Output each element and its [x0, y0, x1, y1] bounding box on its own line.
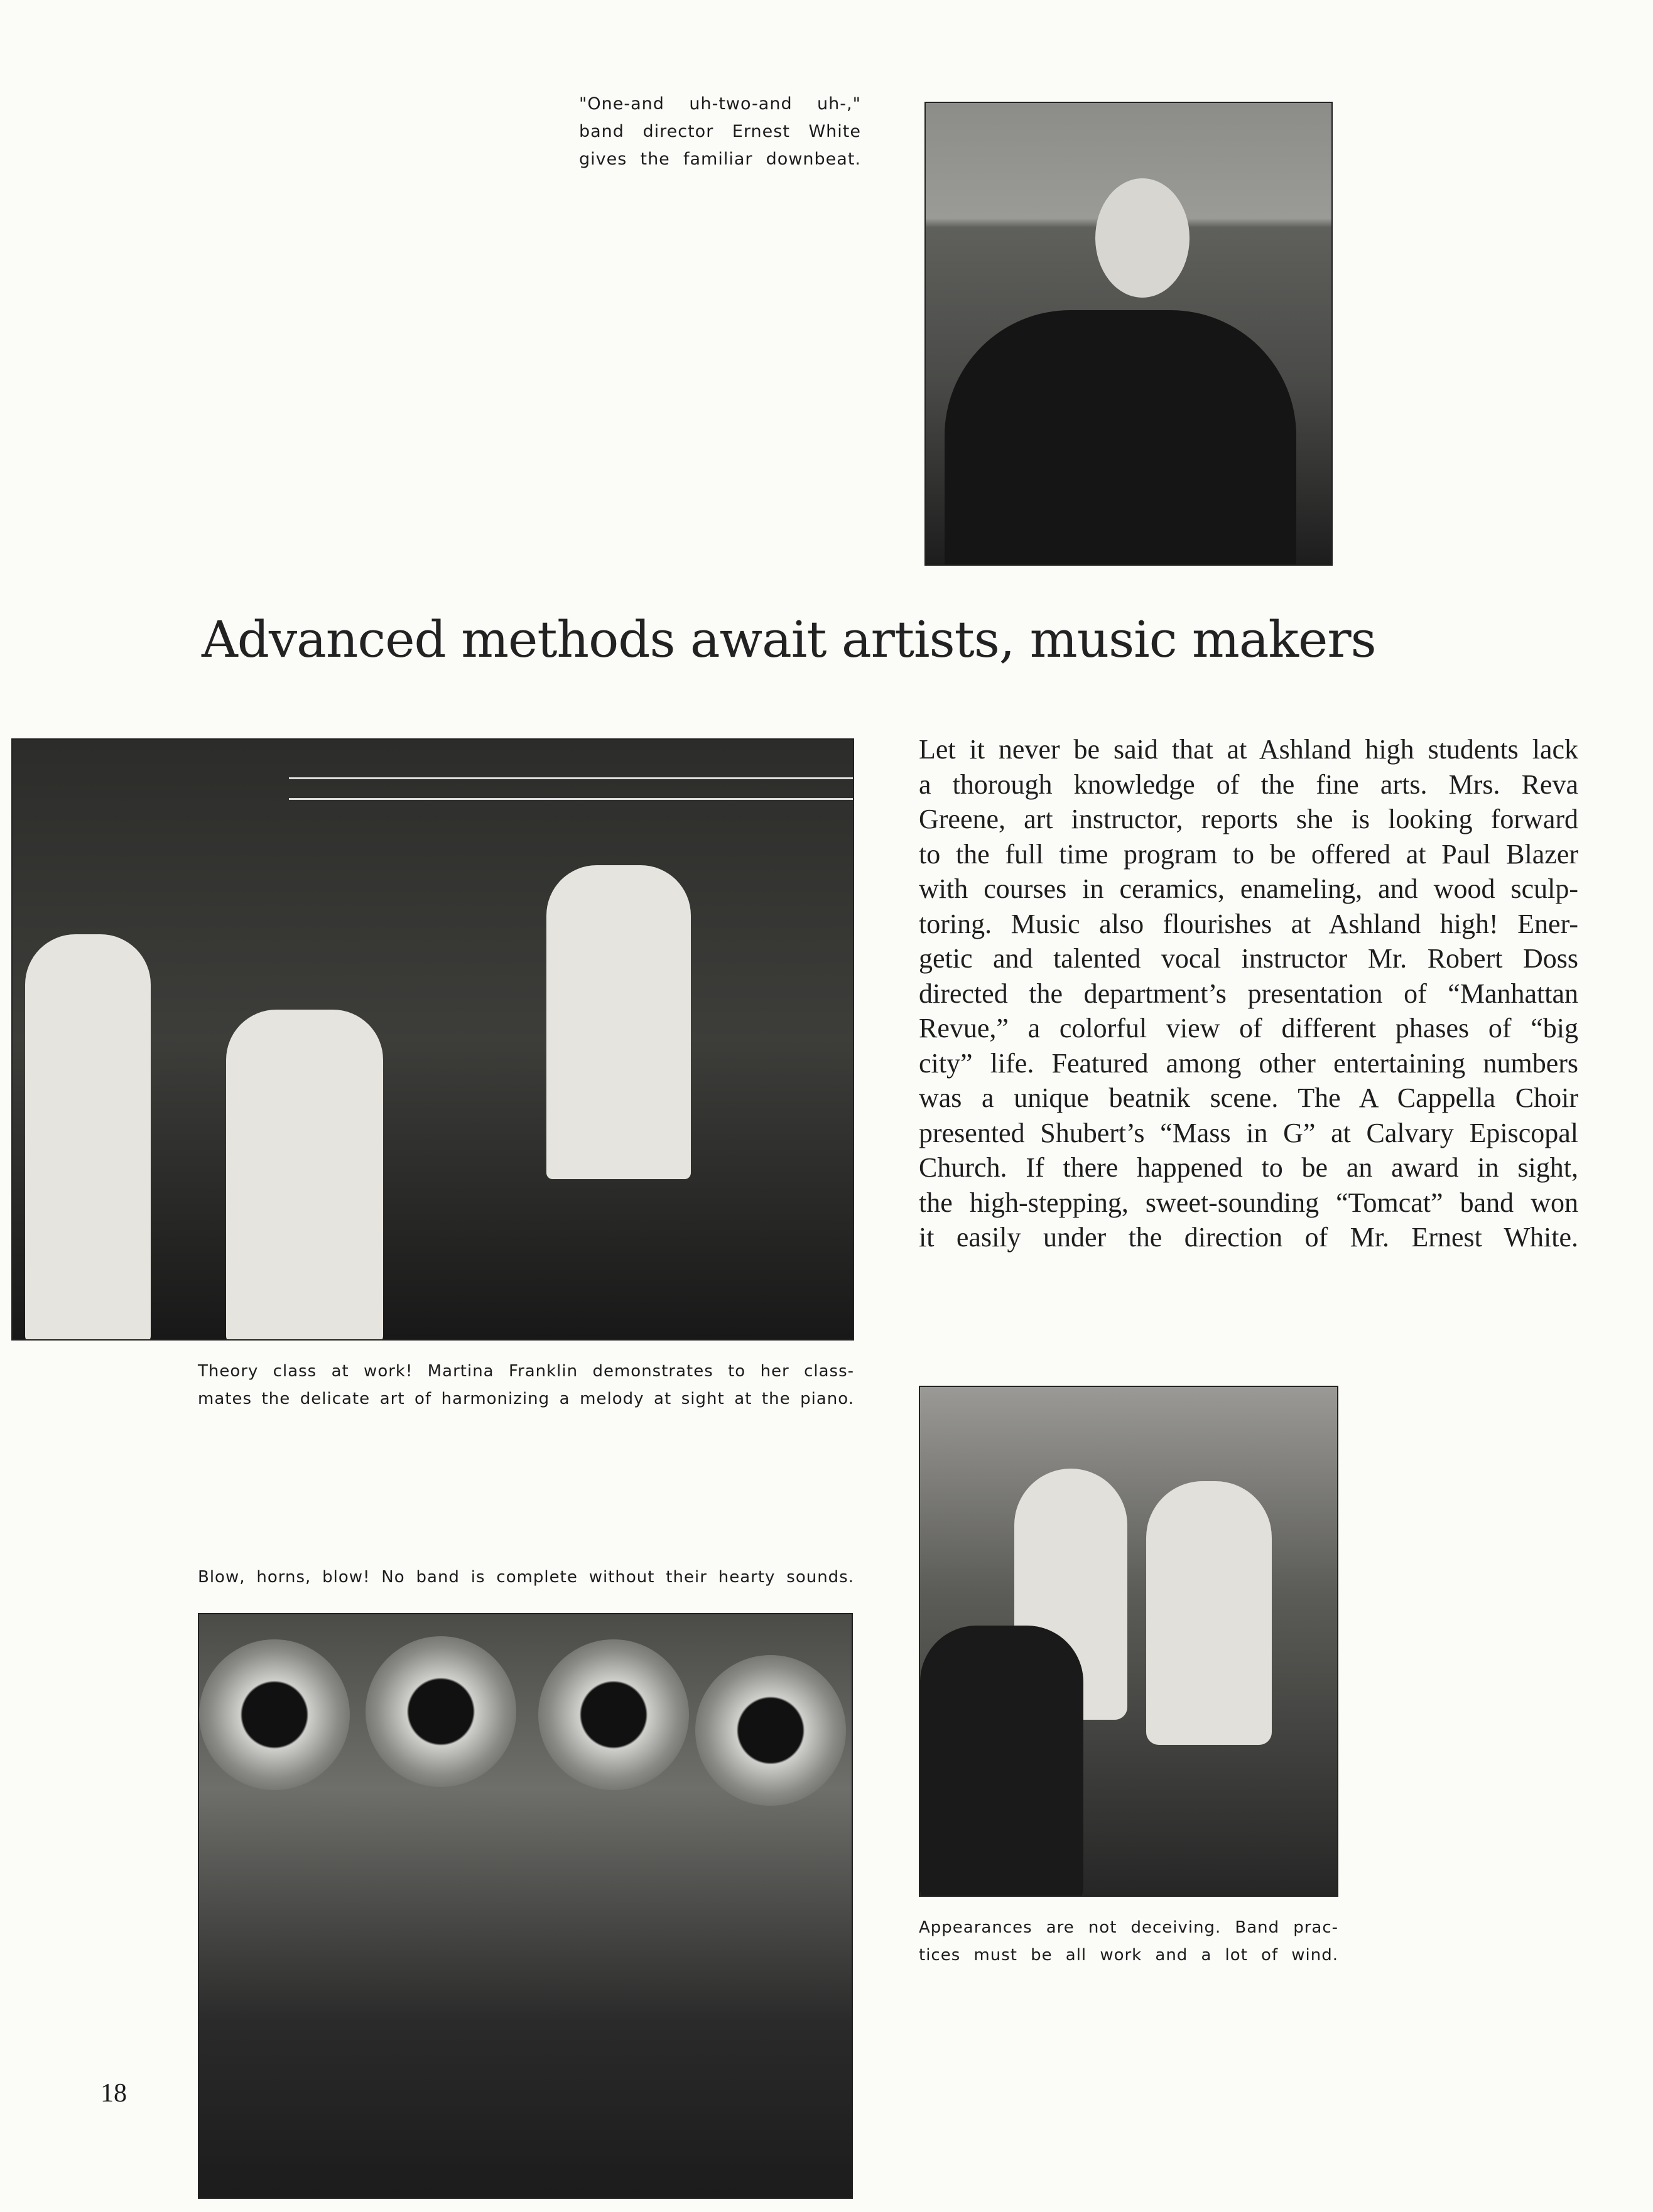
body-line: to the full time program to be offered at Paul Blazer — [919, 838, 1578, 870]
page-number: 18 — [100, 2079, 127, 2108]
caption-horns — [198, 1563, 854, 1591]
body-line: was a unique beatnik scene. The A Cappella Choir — [919, 1082, 1578, 1113]
body-line: Church. If there happened to be an award in sight, — [919, 1152, 1578, 1183]
photo-figure — [25, 934, 151, 1341]
photo-figure — [226, 1010, 383, 1341]
body-line: city” life. Featured among other entertaining numbers — [919, 1047, 1578, 1079]
body-line: Greene, art instructor, reports she is looking forward — [919, 804, 1578, 834]
photo-detail — [199, 1639, 350, 1790]
body-line: toring. Music also flourishes at Ashland high! Ener- — [919, 908, 1578, 939]
photo-detail — [366, 1636, 516, 1787]
body-line: presented Shubert’s “Mass in G” at Calvary Episcopal — [919, 1117, 1578, 1148]
body-line: directed the department’s presentation of “Manhattan — [919, 978, 1578, 1009]
page-headline: Advanced methods await artists, music makers — [202, 610, 1376, 669]
photo-figure — [945, 310, 1296, 566]
caption-line: "One-and uh-two-and uh-," — [579, 94, 861, 114]
caption-band-director — [579, 90, 861, 173]
photo-figure — [920, 1626, 1083, 1897]
photo-band-practice — [919, 1386, 1338, 1897]
caption-line: mates the delicate art of harmonizing a melody at sight at the piano. — [198, 1389, 854, 1408]
body-line: the high-stepping, sweet-sounding “Tomcat” band won — [919, 1187, 1578, 1218]
photo-figure — [546, 865, 691, 1179]
article-body — [919, 732, 1578, 1255]
photo-figure — [1146, 1481, 1272, 1745]
caption-line: tices must be all work and a lot of wind. — [919, 1946, 1338, 1965]
caption-theory-class — [198, 1357, 854, 1413]
photo-detail — [538, 1639, 689, 1790]
photo-detail — [289, 777, 854, 800]
caption-line: Blow, horns, blow! No band is complete without their hearty sounds. — [198, 1568, 854, 1587]
body-line: Let it never be said that at Ashland high students lack — [919, 734, 1578, 765]
photo-figure — [1095, 178, 1190, 298]
photo-horn-section — [198, 1613, 853, 2199]
photo-detail — [695, 1655, 846, 1806]
body-line: Revue,” a colorful view of different phases of “big — [919, 1013, 1578, 1044]
body-line: it easily under the direction of Mr. Ernest White. — [919, 1222, 1578, 1253]
caption-line: band director Ernest White — [579, 122, 861, 141]
body-line: with courses in ceramics, enameling, and wood sculp- — [919, 873, 1578, 904]
caption-line: Theory class at work! Martina Franklin demonstrates to her class- — [198, 1362, 854, 1381]
body-line: getic and talented vocal instructor Mr. Robert Doss — [919, 943, 1578, 974]
photo-theory-class — [11, 738, 854, 1341]
caption-line: Appearances are not deceiving. Band prac- — [919, 1918, 1338, 1937]
caption-band-practice — [919, 1914, 1338, 1969]
caption-line: gives the familiar downbeat. — [579, 149, 861, 169]
photo-band-director — [924, 102, 1333, 566]
body-line: a thorough knowledge of the fine arts. Mrs. Reva — [919, 769, 1578, 800]
